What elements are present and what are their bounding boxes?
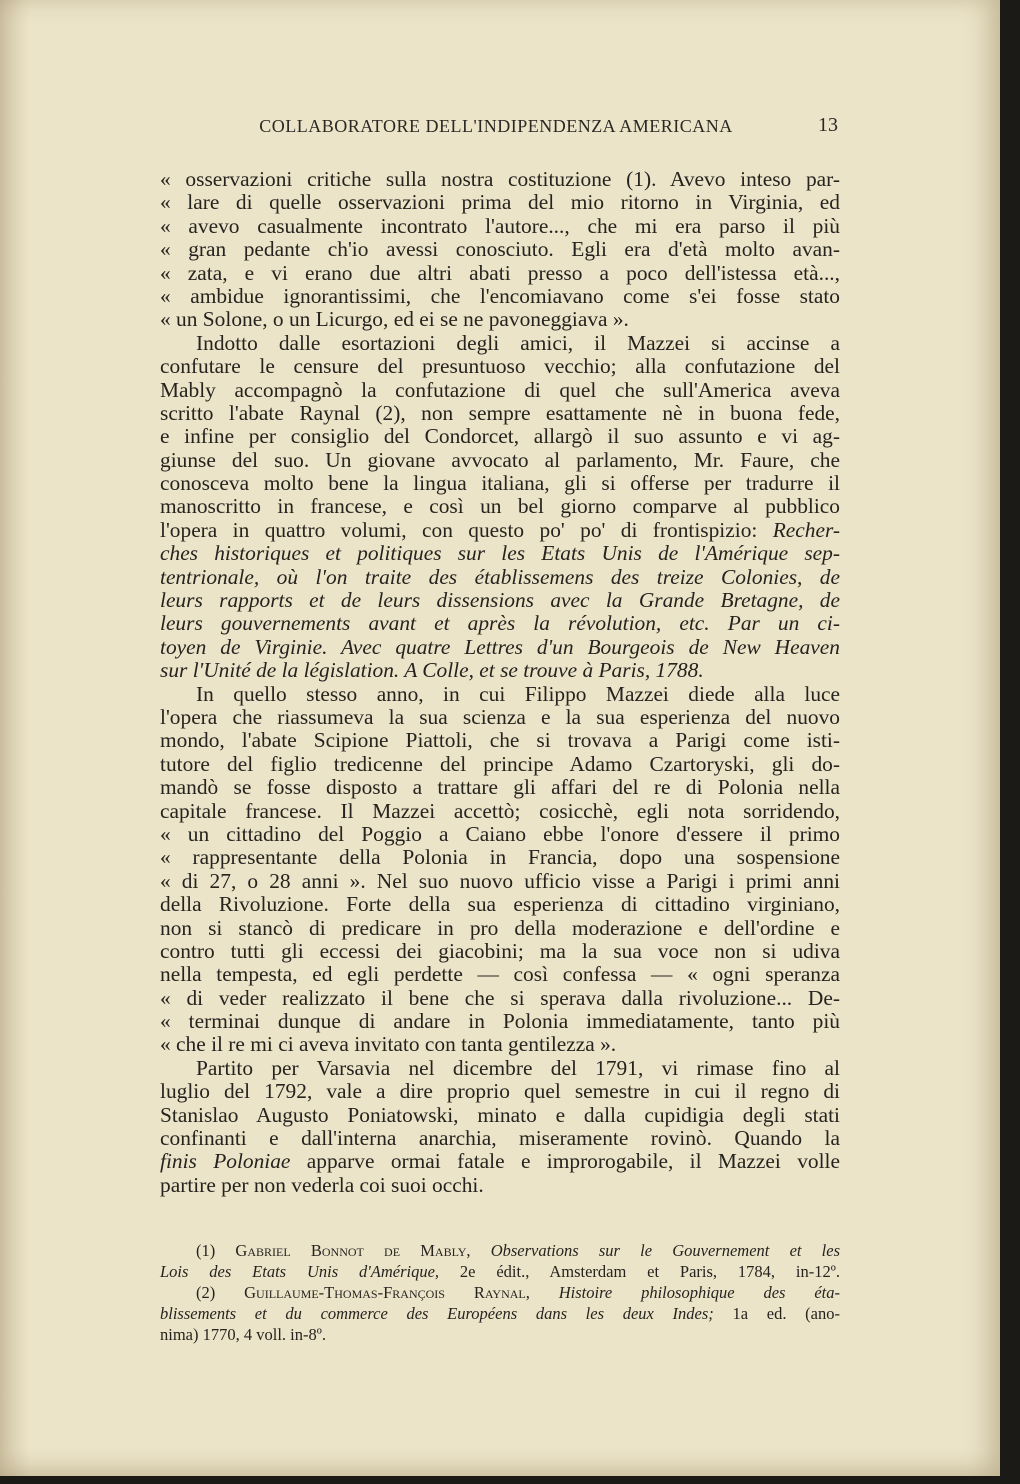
text-line: « zata, e vi erano due altri abati presso a poco dell'istessa età..., [160,260,840,285]
text-line: « avevo casualmente incontrato l'autore..., che mi era parso il più [160,213,840,238]
text-line [160,519,840,542]
footnote-title: Observations sur le Gouvernement et les [490,1241,840,1260]
italic-title-line: tentrionale, où l'on traite des établissemens des treize Colonies, de [160,564,840,589]
text-line: conosceva molto bene la lingua italiana, gli si offerse per tradurre il [160,471,840,496]
text-line: capitale francese. Il Mazzei accettò; cosicchè, egli nota sorridendo, [160,798,840,823]
text-line: Partito per Varsavia nel dicembre del 1791, vi rimase fino al [196,1055,840,1080]
text-line: manoscritto in francese, e così un bel giorno comparve al pubblico [160,494,840,519]
text-line: « terminai dunque di andare in Polonia immediatamente, tanto più [160,1009,840,1034]
italic-title-line: leurs gouvernements avant et après la révolution, etc. Par un ci- [160,611,840,636]
text-line: e infine per consiglio del Condorcet, allargò il suo assunto e vi ag- [160,424,840,449]
footnote-title: Lois des Etats Unis d'Amérique, [160,1262,440,1281]
text-line: confutare le censure del presuntuoso vecchio; alla confutazione del [160,354,840,379]
text-line: nella tempesta, ed egli perdette — così confessa — « ogni speranza [160,962,840,987]
page-gutter-shadow [0,0,30,1476]
text-line: In quello stesso anno, in cui Filippo Mazzei diede alla luce [196,681,840,706]
text-line: tutore del figlio tredicenne del principe Adamo Czartoryski, gli do- [160,751,840,776]
main-text [160,168,840,1197]
text-line: l'opera che riassumeva la sua scienza e la sua esperienza del nuovo [160,704,840,729]
text-line: giunse del suo. Un giovane avvocato al parlamento, Mr. Faure, che [160,447,840,472]
text-line: della Rivoluzione. Forte della sua esperienza di cittadino virginiano, [160,892,840,917]
footnote-2-line: nima) 1770, 4 voll. in-8º. [160,1325,326,1344]
running-header: COLLABORATORE DELL'INDIPENDENZA AMERICANA [259,116,733,136]
text-line: « un Solone, o un Licurgo, ed ei se ne pavoneggiava ». [160,307,629,332]
text-line: « un cittadino del Poggio a Caiano ebbe l'onore d'essere il primo [160,821,840,846]
text-line: luglio del 1792, vale a dire proprio quel semestre in cui il regno di [160,1079,840,1104]
text-line: mondo, l'abate Scipione Piattoli, che si trovava a Parigi come isti- [160,728,840,753]
italic-title-line: ches historiques et politiques sur les Etats Unis de l'Amérique sep- [160,541,840,566]
text-line: Indotto dalle esortazioni degli amici, il Mazzei si accinse a [196,330,840,355]
footnote-author: (1) Gabriel Bonnot de Mably, [196,1241,471,1260]
text-line [160,1150,840,1173]
footnote-1-line [160,1261,840,1282]
text-segment: apparve ormai fatale e improrogabile, il Mazzei volle [306,1149,840,1174]
text-line: « di 27, o 28 anni ». Nel suo nuovo ufficio visse a Parigi i primi anni [160,868,840,893]
text-line: « di veder realizzato il bene che si sperava dalla rivoluzione... De- [160,985,840,1010]
text-line: non si stancò di predicare in pro della moderazione e dell'ordine e [160,915,840,940]
text-line: scritto l'abate Raynal (2), non sempre esattamente nè in buona fede, [160,400,840,425]
footnote-text: 2e édit., Amsterdam et Paris, 1784, in-12º. [459,1262,840,1281]
text-line: Mably accompagnò la confutazione di quel che sull'America aveva [160,377,840,402]
italic-title-line: sur l'Unité de la législation. A Colle, et se trouve à Paris, 1788. [160,658,704,683]
text-segment: l'opera in quattro volumi, con questo po' po' di frontispizio: [160,517,758,542]
footnote-text: 1a ed. (ano- [732,1304,840,1323]
text-line: « rappresentante della Polonia in Francia, dopo una sospensione [160,845,840,870]
footnote-title: Histoire philosophique des éta- [558,1283,840,1302]
footnote-author: (2) Guillaume-Thomas-François Raynal, [196,1283,530,1302]
text-line: partire per non vederla coi suoi occhi. [160,1172,484,1197]
text-line: « ambidue ignorantissimi, che l'encomiavano come s'ei fosse stato [160,283,840,308]
footnote-1-line [160,1240,840,1261]
text-line: « lare di quelle osservazioni prima del mio ritorno in Virginia, ed [160,190,840,215]
text-line: « gran pedante ch'io avessi conosciuto. Egli era d'età molto avan- [160,237,840,262]
footnote-2-line [160,1282,840,1303]
text-line: « osservazioni critiche sulla nostra costituzione (1). Avevo inteso par- [160,167,840,191]
italic-title-line: toyen de Virginie. Avec quatre Lettres d'un Bourgeois de New Heaven [160,634,840,659]
text-line: contro tutti gli eccessi dei giacobini; ma la sua voce non si udiva [160,938,840,963]
text-line: confinanti e dall'interna anarchia, miseramente rovinò. Quando la [160,1126,840,1151]
italic-title-line: leurs rapports et de leurs dissensions avec la Grande Bretagne, de [160,588,840,613]
text-line: « che il re mi ci aveva invitato con tanta gentilezza ». [160,1032,617,1057]
italic-title-segment: Recher- [772,517,840,542]
italic-phrase: finis Poloniae [160,1149,291,1174]
footnote-title: blissements et du commerce des Européens dans les deux Indes; [160,1304,714,1323]
text-line: mandò se fosse disposto a trattare gli affari del re di Polonia nella [160,775,840,800]
footnote-2-line [160,1303,840,1324]
footnotes [160,1240,840,1345]
page-number: 13 [818,114,838,136]
text-line: Stanislao Augusto Poniatowski, minato e dalla cupidigia degli stati [160,1102,840,1127]
